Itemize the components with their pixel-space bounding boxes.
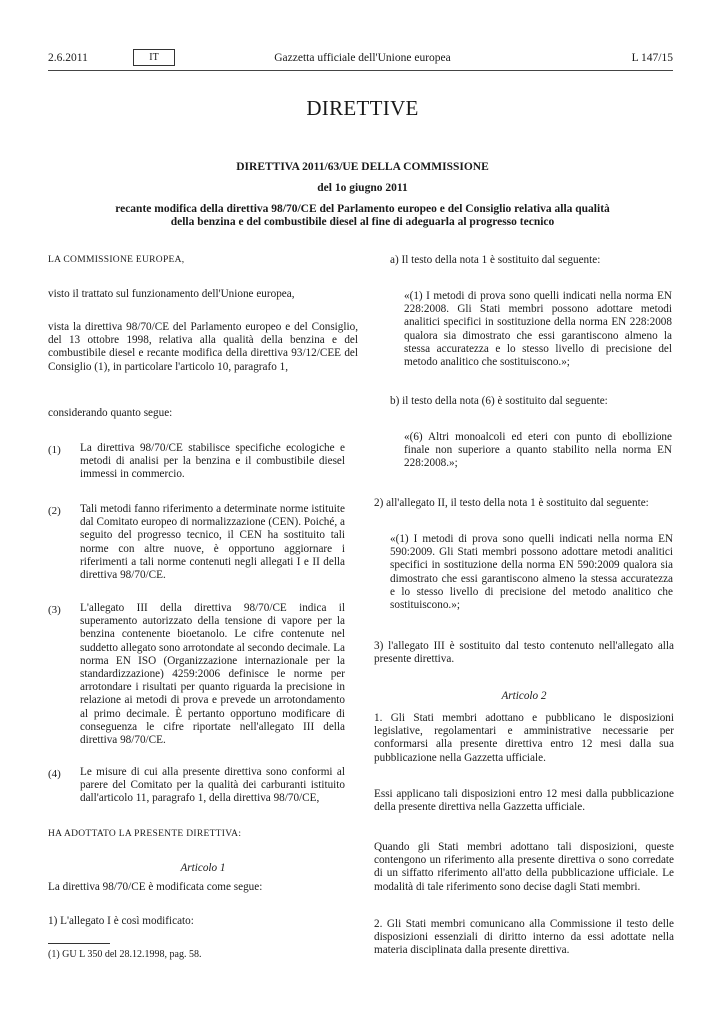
footnote-divider <box>48 943 110 944</box>
considerando-line: considerando quanto segue: <box>48 407 173 419</box>
directive-subject-line2: della benzina e del combustibile diesel al fine di adeguarla al progresso tecnico <box>170 216 555 228</box>
visto-directive: vista la direttiva 98/70/CE del Parlamento europeo e del Consiglio, del 13 ottobre 1998, relativa alla qualità della benzina e del combustibile diesel e recante modifica della direttiva 93/12/CEE del Consiglio (1), in particolare l'articolo 10, paragrafo 1, <box>48 321 358 373</box>
item-3: 3) l'allegato III è sostituito dal testo contenuto nell'allegato alla presente direttiva. <box>374 640 674 666</box>
article-2-paragraph-2: Essi applicano tali disposizioni entro 12 mesi dalla pubblicazione della presente direttiva nella Gazzetta ufficiale. <box>374 788 674 814</box>
item-b-quote: «(6) Altri monoalcoli ed eteri con punto di ebollizione finale non superiore a quanto stabilito nella norma EN 228:2008.»; <box>404 431 672 470</box>
item-2-quote: «(1) I metodi di prova sono quelli indicati nella norma EN 590:2009. Gli Stati membri possono adottare metodi analitici specifici in sostituzione della norma EN 590:2009 qualora sia dimostrato che essi garantiscono almeno la stessa accuratezza e lo stesso livello di precisione del metodo analitico che sostituiscono.»; <box>390 533 673 612</box>
item-a-quote: «(1) I metodi di prova sono quelli indicati nella norma EN 228:2008. Gli Stati membri possono adottare metodi analitici specifici in sostituzione della norma EN 228:2008 qualora sia dimostrato che essi garantiscono almeno la stessa accuratezza e lo stesso livello di precisione del metodo analitico che sostituiscono.»; <box>404 290 672 369</box>
article-2-paragraph-4: 2. Gli Stati membri comunicano alla Commissione il testo delle disposizioni essenziali di diritto interno da essi adottate nella materia disciplinata dalla presente direttiva. <box>374 918 674 957</box>
section-title: DIRETTIVE <box>306 96 419 120</box>
article-1-intro: La direttiva 98/70/CE è modificata come segue: <box>48 881 263 893</box>
footnote: (1) GU L 350 del 28.12.1998, pag. 58. <box>48 949 202 960</box>
recital-text: Le misure di cui alla presente direttiva sono conformi al parere del Comitato per la qualità dei carburanti istituito dall'articolo 11, paragrafo 1, della direttiva 98/70/CE, <box>80 766 345 805</box>
recital-text: L'allegato III della direttiva 98/70/CE indica il superamento autorizzato della tensione di vapore per la benzina contenente bioetanolo. Le cifre contenute nel suddetto allegato sono arrotondate al secondo decimale. La norma EN ISO (Organizzazione internazionale per la standardizzazione) 4259:2006 definisce le norme per arrotondare i risultati per quanto riguarda la precisione in relazione ai metodi di prova e prevede un arrotondamento al primo decimale. È pertanto opportuno modificare di conseguenza le cifre riportate nell'allegato III della direttiva 98/70/CE. <box>80 602 345 747</box>
article-2-paragraph-3: Quando gli Stati membri adottano tali disposizioni, queste contengono un riferimento alla presente direttiva o sono corredate di un siffatto riferimento all'atto della pubblicazione ufficiale. Le modalità di tale riferimento sono decise dagli Stati membri. <box>374 841 674 893</box>
item-a-intro: a) Il testo della nota 1 è sostituito dal seguente: <box>390 254 601 266</box>
item-2-intro: 2) all'allegato II, il testo della nota 1 è sostituito dal seguente: <box>374 497 649 509</box>
language-badge: IT <box>133 49 175 66</box>
journal-title: Gazzetta ufficiale dell'Unione europea <box>274 52 451 64</box>
visto-treaty: visto il trattato sul funzionamento dell'Unione europea, <box>48 288 295 300</box>
adoption-line: HA ADOTTATO LA PRESENTE DIRETTIVA: <box>48 829 242 839</box>
recital-number: (4) <box>48 768 61 780</box>
directive-title: DIRETTIVA 2011/63/UE DELLA COMMISSIONE <box>236 161 489 173</box>
directive-date: del 1o giugno 2011 <box>317 182 408 194</box>
article-1-title: Articolo 1 <box>180 862 226 874</box>
article-2-paragraph-1: 1. Gli Stati membri adottano e pubblicano le disposizioni legislative, regolamentari e amministrative necessarie per conformarsi alla presente direttiva entro 12 mesi dalla sua pubblicazione nella Gazzetta ufficiale. <box>374 712 674 764</box>
article-1-item-1: 1) L'allegato I è così modificato: <box>48 915 194 927</box>
author-line: LA COMMISSIONE EUROPEA, <box>48 255 185 265</box>
recital-text: La direttiva 98/70/CE stabilisce specifiche ecologiche e metodi di analisi per la benzina e il combustibile diesel immessi in commercio. <box>80 442 345 481</box>
article-2-title: Articolo 2 <box>501 690 547 702</box>
item-b-intro: b) il testo della nota (6) è sostituito dal seguente: <box>390 395 608 407</box>
page-reference: L 147/15 <box>631 52 673 64</box>
recital-text: Tali metodi fanno riferimento a determinate norme istituite dal Comitato europeo di normalizzazione (CEN). Poiché, a seguito del progresso tecnico, il CEN ha sostituito tali norme con altre nuove, è opportuno aggiornare i riferimenti a tali norme contenuti negli allegati I e II della direttiva 98/70/CE. <box>80 503 345 582</box>
directive-subject-line1: recante modifica della direttiva 98/70/CE del Parlamento europeo e del Consiglio relativa alla qualità <box>115 203 610 215</box>
header-divider <box>48 70 673 71</box>
recital-number: (1) <box>48 444 61 456</box>
recital-number: (3) <box>48 604 61 616</box>
publication-date: 2.6.2011 <box>48 52 88 64</box>
recital-number: (2) <box>48 505 61 517</box>
